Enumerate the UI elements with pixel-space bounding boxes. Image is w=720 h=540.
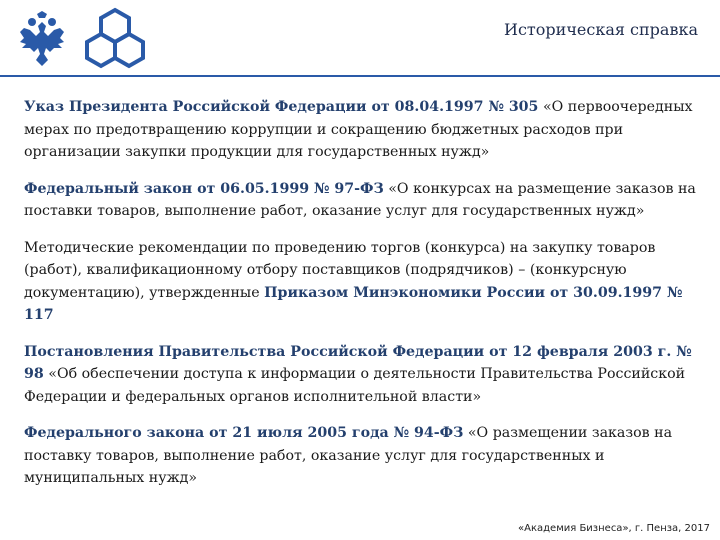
paragraph-text: «О первоочередных мерах по предотвращению коррупции и сокращению бюджетных расходов при организации закупки продукции для государственных нужд» [24,99,693,160]
double-headed-eagle-icon [10,8,74,72]
footer-credit: «Академия Бизнеса», г. Пенза, 2017 [518,523,710,534]
paragraph-resolution-2003 [24,341,700,409]
paragraph-heading: Постановления Правительства Российской Федерации от 12 февраля 2003 г. № 98 [24,343,692,382]
document-body [24,96,700,504]
page-title: Историческая справка [504,20,698,39]
paragraph-heading: Федеральный закон от 06.05.1999 № 97-ФЗ [24,180,384,197]
paragraph-heading: Федерального закона от 21 июля 2005 года № 94-ФЗ [24,425,464,441]
paragraph-text: «Об обеспечении доступа к информации о деятельности Правительства Российской Федерации и федеральных органов исполнительной власти» [24,366,686,405]
paragraph-heading: Указ Президента Российской Федерации от 08.04.1997 № 305 [24,99,539,115]
header [0,0,720,80]
cubes-logo-icon [82,6,148,72]
paragraph-decree-1997 [24,96,700,164]
paragraph-law-2005 [24,422,700,490]
paragraph-text: «О конкурсах на размещение заказов на поставки товаров, выполнение работ, оказание услуг для государственных нужд» [24,180,696,219]
paragraph-law-1999 [24,178,700,223]
paragraph-text: «О размещении заказов на поставку товаров, выполнение работ, оказание услуг для государственных и муниципальных нужд» [24,425,673,486]
paragraph-heading: Приказом Минэкономики России от 30.09.1997 № 117 [24,284,683,323]
header-divider [0,75,720,77]
paragraph-text: Методические рекомендации по проведению торгов (конкурса) на закупку товаров (работ), квалификационному отбору поставщиков (подрядчиков) – (конкурсную документацию), утвержденные [24,239,656,301]
paragraph-guidelines-1997 [24,237,700,327]
